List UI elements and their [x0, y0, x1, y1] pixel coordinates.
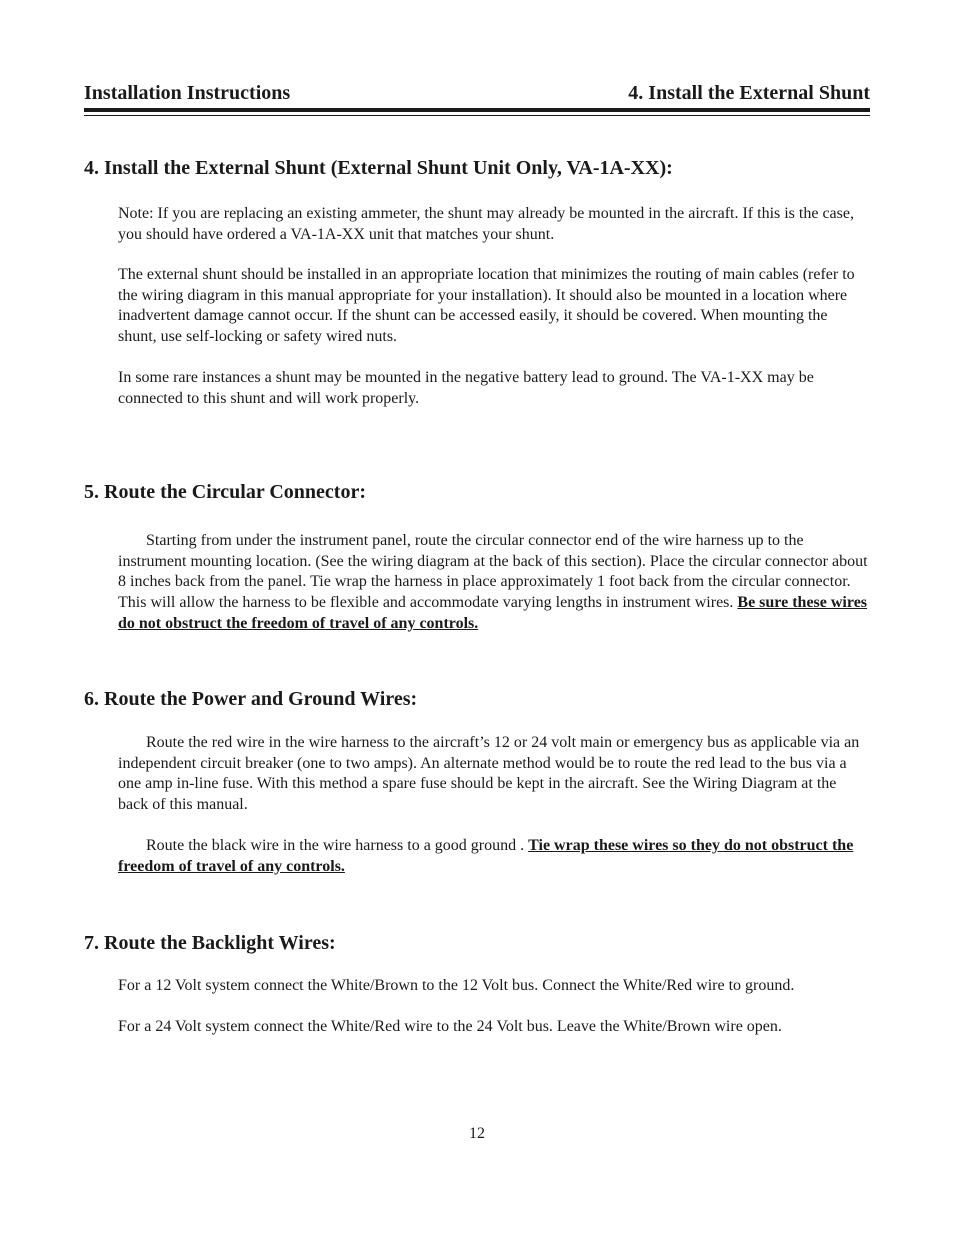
- section-5-text: Starting from under the instrument panel, route the circular connector end of the wire harness up to the instrument mounting location. (See the wiring diagram at the back of this section). Place the circular connector about 8 inches back from the panel. Tie wrap the harness in place approximately 1 foot back from the circular connector. This will allow the harness to be flexible and accommodate varying lengths in instrument wires.: [118, 532, 868, 612]
- header-right-title: 4. Install the External Shunt: [628, 82, 870, 104]
- section-6-paragraph-2: [118, 836, 870, 877]
- section-6-heading: 6. Route the Power and Ground Wires:: [84, 688, 418, 710]
- section-7-paragraph-2: For a 24 Volt system connect the White/Red wire to the 24 Volt bus. Leave the White/Brown wire open.: [118, 1018, 782, 1035]
- section-7-heading: 7. Route the Backlight Wires:: [84, 932, 336, 954]
- page-number: 12: [469, 1125, 485, 1142]
- header-rule-thin: [84, 115, 870, 116]
- section-5-paragraph: [118, 531, 870, 635]
- section-6-paragraph-1: Route the red wire in the wire harness to the aircraft’s 12 or 24 volt main or emergency bus as applicable via an independent circuit breaker (one to two amps). An alternate method would be to route the red lead to the bus via a one amp in-line fuse. With this method a spare fuse should be kept in the aircraft. See the Wiring Diagram at the back of this manual.: [118, 734, 860, 814]
- section-5-warning: Be sure these wires do not obstruct the freedom of travel of any controls.: [118, 594, 868, 632]
- section-4-paragraph-3: In some rare instances a shunt may be mounted in the negative battery lead to ground. The VA-1-XX may be connected to this shunt and will work properly.: [118, 369, 814, 407]
- running-header: [84, 82, 870, 108]
- header-rule-thick: [84, 108, 870, 112]
- section-7-paragraph-1: For a 12 Volt system connect the White/Brown to the 12 Volt bus. Connect the White/Red wire to ground.: [118, 977, 795, 994]
- section-5-heading: 5. Route the Circular Connector:: [84, 481, 366, 503]
- section-6-warning: Tie wrap these wires so they do not obstruct the freedom of travel of any controls.: [118, 837, 854, 875]
- header-left-title: Installation Instructions: [84, 82, 291, 104]
- section-4-heading: 4. Install the External Shunt (External Shunt Unit Only, VA-1A-XX):: [84, 157, 673, 179]
- section-4-paragraph-2: The external shunt should be installed in an appropriate location that minimizes the routing of main cables (refer to the wiring diagram in this manual appropriate for your installation). It should also be mounted in a location where inadvertent damage cannot occur. If the shunt can be accessed easily, it should be covered. When mounting the shunt, use self-locking or safety wired nuts.: [118, 266, 855, 346]
- section-6-text: Route the black wire in the wire harness to a good ground .: [146, 837, 529, 854]
- section-4-note: Note: If you are replacing an existing ammeter, the shunt may already be mounted in the aircraft. If this is the case, you should have ordered a VA-1A-XX unit that matches your shunt.: [118, 205, 854, 243]
